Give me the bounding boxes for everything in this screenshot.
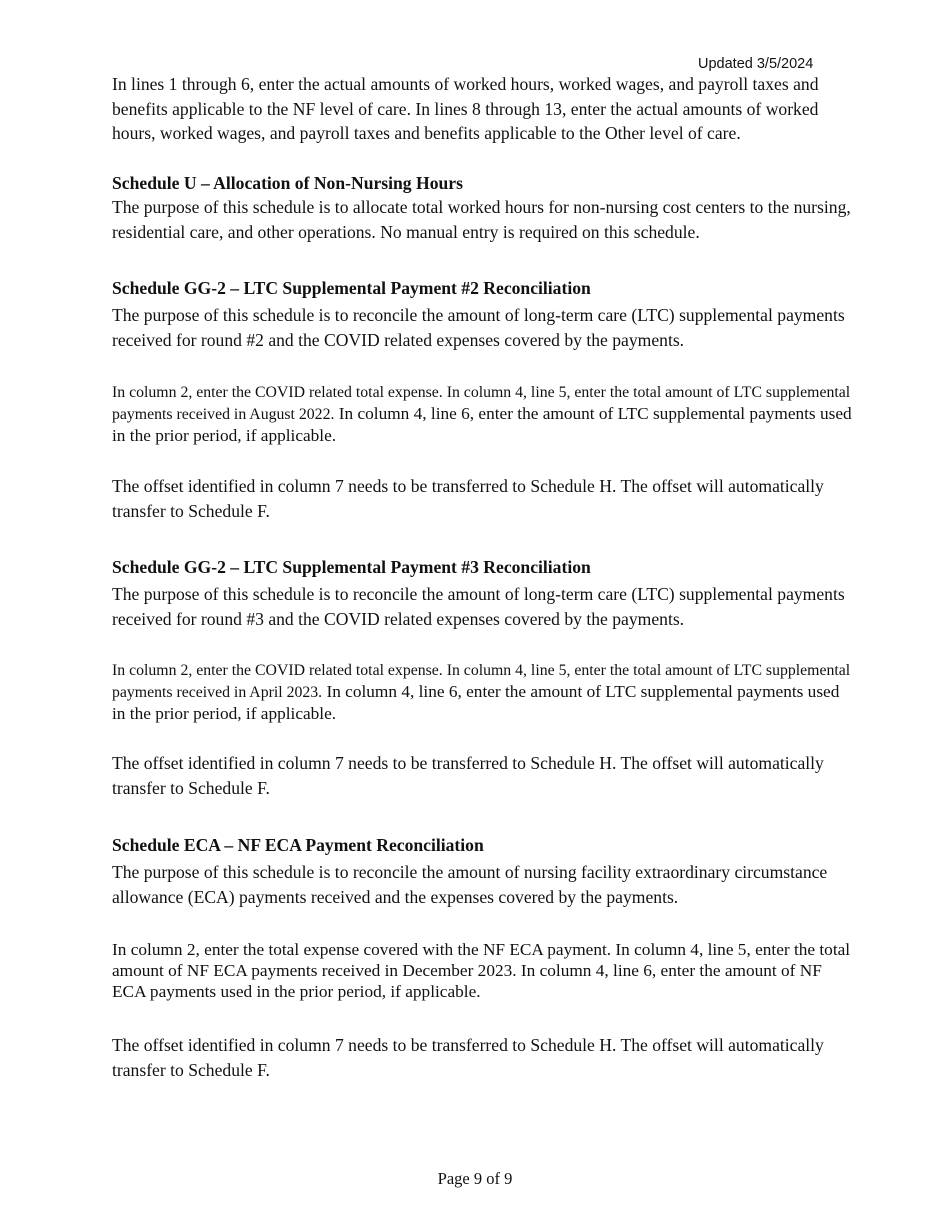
schedule-eca-offset: The offset identified in column 7 needs to be transferred to Schedule H. The offset will automatically transfer to Schedule F. bbox=[112, 1035, 824, 1080]
schedule-gg2-round3-purpose: The purpose of this schedule is to reconcile the amount of long-term care (LTC) supplemental payments received for round #3 and the COVID related expenses covered by the payments. bbox=[112, 584, 845, 629]
instructions-small-text: In column 2, enter the COVID related total expense. In column 4, line 5, enter the total amount of LTC supplemental payments received in April 2023. bbox=[112, 662, 851, 701]
schedule-gg2-round2-instructions bbox=[112, 381, 852, 446]
updated-date: Updated 3/5/2024 bbox=[698, 56, 814, 72]
schedule-eca-instructions: In column 2, enter the total expense covered with the NF ECA payment. In column 4, line 5, enter the total amount of NF ECA payments received in December 2023. In column 4, line 6, enter the amount of NF ECA payments used in the prior period, if applicable. bbox=[112, 940, 851, 1001]
schedule-gg2-round3-heading: Schedule GG-2 – LTC Supplemental Payment #3 Reconciliation bbox=[112, 557, 591, 577]
schedule-eca-heading: Schedule ECA – NF ECA Payment Reconciliation bbox=[112, 835, 484, 855]
schedule-gg2-round2-heading: Schedule GG-2 – LTC Supplemental Payment #2 Reconciliation bbox=[112, 278, 591, 298]
instructions-rest-text: In column 4, line 6, enter the amount of LTC supplemental payments used in the prior period, if applicable. bbox=[112, 404, 852, 445]
schedule-gg2-round2-offset: The offset identified in column 7 needs to be transferred to Schedule H. The offset will automatically transfer to Schedule F. bbox=[112, 476, 824, 521]
instructions-rest-text: In column 4, line 6, enter the amount of LTC supplemental payments used in the prior period, if applicable. bbox=[112, 682, 840, 723]
schedule-u-body: The purpose of this schedule is to allocate total worked hours for non-nursing cost centers to the nursing, residential care, and other operations. No manual entry is required on this schedule. bbox=[112, 197, 851, 242]
intro-paragraph: In lines 1 through 6, enter the actual amounts of worked hours, worked wages, and payroll taxes and benefits applicable to the NF level of care. In lines 8 through 13, enter the actual amounts of worked hours, worked wages, and payroll taxes and benefits applicable to the Other level of care. bbox=[112, 74, 819, 143]
schedule-gg2-round3-instructions bbox=[112, 659, 852, 724]
page-number: Page 9 of 9 bbox=[437, 1169, 513, 1188]
schedule-eca-purpose: The purpose of this schedule is to reconcile the amount of nursing facility extraordinary circumstance allowance (ECA) payments received and the expenses covered by the payments. bbox=[112, 862, 828, 907]
instructions-small-text: In column 2, enter the COVID related total expense. In column 4, line 5, enter the total amount of LTC supplemental payments received in August 2022. bbox=[112, 384, 851, 423]
schedule-gg2-round2-purpose: The purpose of this schedule is to reconcile the amount of long-term care (LTC) supplemental payments received for round #2 and the COVID related expenses covered by the payments. bbox=[112, 305, 845, 350]
schedule-u-heading: Schedule U – Allocation of Non-Nursing Hours bbox=[112, 173, 463, 193]
schedule-gg2-round3-offset: The offset identified in column 7 needs to be transferred to Schedule H. The offset will automatically transfer to Schedule F. bbox=[112, 753, 824, 798]
